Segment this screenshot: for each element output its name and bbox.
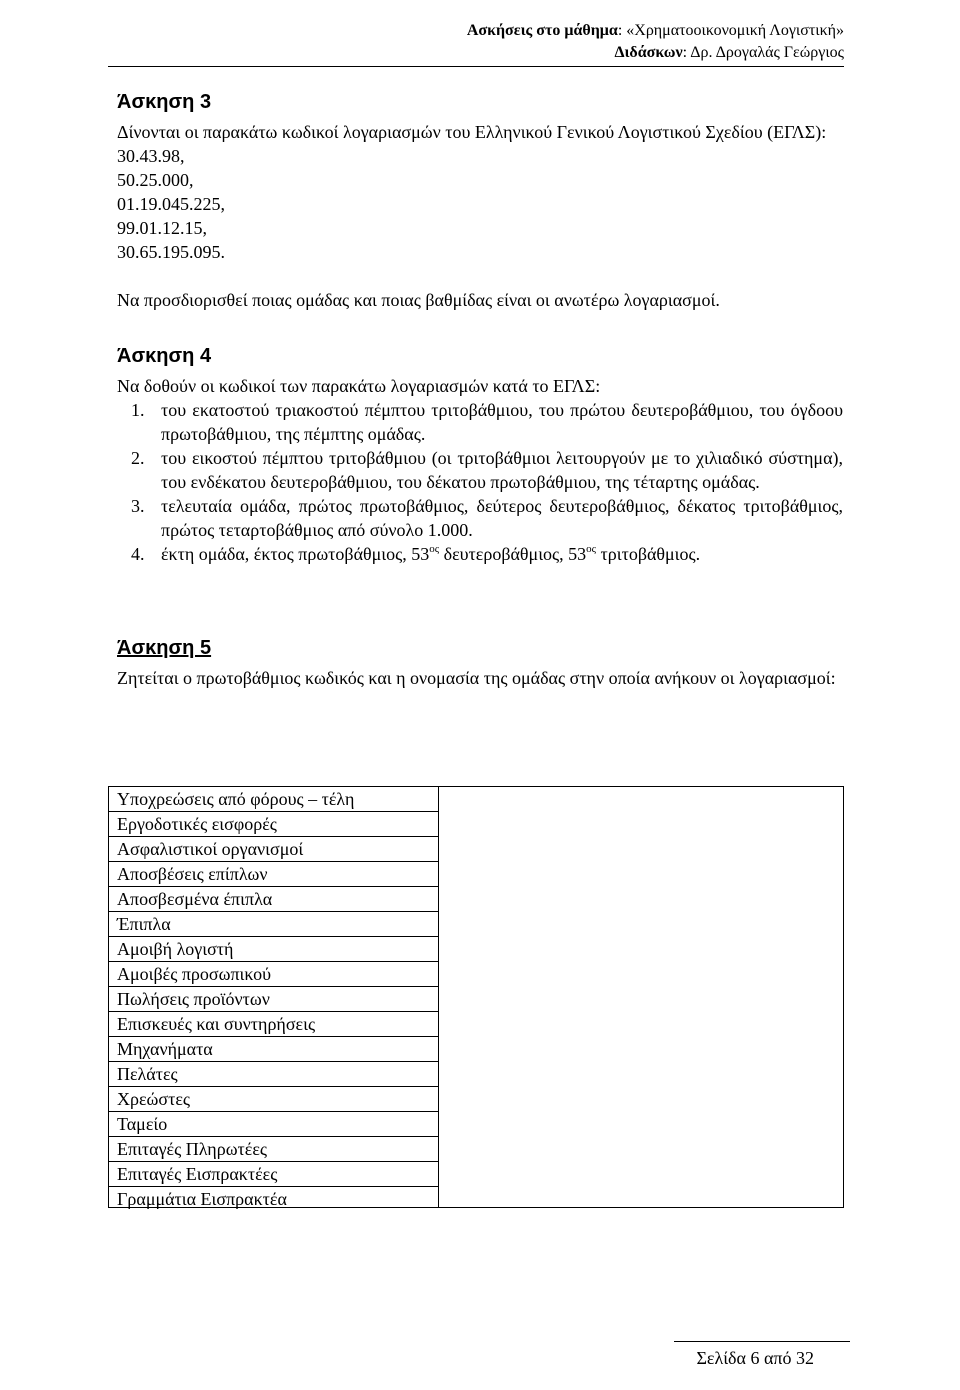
item-number: 3. bbox=[131, 496, 145, 516]
table-row: Επιταγές Πληρωτέες bbox=[109, 1137, 438, 1162]
table-column-divider bbox=[438, 787, 439, 1207]
list-item bbox=[117, 446, 843, 494]
item-text: του εικοστού πέμπτου τριτοβάθμιου (οι τριτοβάθμιοι λειτουργούν με το χιλιαδικό σύστημα), του ενδέκατου δευτεροβάθμιου, του δέκατου πρωτοβάθμιου, της τέταρτης ομάδας. bbox=[161, 448, 843, 492]
account-code: 50.25.000, bbox=[117, 170, 194, 190]
exercise3-codes bbox=[117, 144, 843, 264]
page-number: Σελίδα 6 από 32 bbox=[696, 1348, 814, 1368]
table-row: Πωλήσεις προϊόντων bbox=[109, 987, 438, 1012]
exercise5-title: Άσκηση 5 bbox=[117, 637, 212, 659]
item-text-part: τριτοβάθμιος. bbox=[596, 544, 701, 564]
item-text-part: έκτη ομάδα, έκτος πρωτοβάθμιος, 53 bbox=[161, 544, 430, 564]
table-row: Γραμμάτια Εισπρακτέα bbox=[117, 1189, 287, 1209]
footer-divider bbox=[674, 1341, 850, 1342]
table-row: Αποσβεσμένα έπιπλα bbox=[109, 887, 438, 912]
table-row: Επισκευές και συντηρήσεις bbox=[109, 1012, 438, 1037]
list-item bbox=[117, 398, 843, 446]
table-row: Έπιπλα bbox=[109, 912, 438, 937]
exercise4-list bbox=[117, 398, 843, 566]
page-content bbox=[117, 86, 843, 690]
page-header bbox=[467, 20, 844, 64]
instructor-name: : Δρ. Δρογαλάς Γεώργιος bbox=[682, 44, 844, 61]
course-label: Ασκήσεις στο μάθημα bbox=[466, 22, 618, 39]
table-row: Επιταγές Εισπρακτέες bbox=[109, 1162, 438, 1187]
accounts-column bbox=[109, 787, 438, 1212]
table-row: Ταμείο bbox=[109, 1112, 438, 1137]
table-row: Αμοιβή λογιστή bbox=[109, 937, 438, 962]
exercise3-intro: Δίνονται οι παρακάτω κωδικοί λογαριασμών του Ελληνικού Γενικού Λογιστικού Σχεδίου (ΕΓΛΣ): bbox=[117, 122, 827, 142]
exercise3-question: Να προσδιορισθεί ποιας ομάδας και ποιας βαθμίδας είναι οι ανωτέρω λογαριασμοί. bbox=[117, 290, 720, 310]
header-divider bbox=[108, 66, 844, 67]
account-code: 01.19.045.225, bbox=[117, 194, 225, 214]
item-number: 4. bbox=[131, 544, 145, 564]
instructor-label: Διδάσκων bbox=[614, 44, 683, 61]
exercise4-intro: Να δοθούν οι κωδικοί των παρακάτω λογαριασμών κατά το ΕΓΛΣ: bbox=[117, 376, 601, 396]
accounts-table bbox=[108, 786, 844, 1208]
table-row: Αποσβέσεις επίπλων bbox=[109, 862, 438, 887]
exercise3-title: Άσκηση 3 bbox=[117, 91, 212, 113]
list-item bbox=[117, 494, 843, 542]
table-row: Εργοδοτικές εισφορές bbox=[109, 812, 438, 837]
item-text-part: δευτεροβάθμιος, 53 bbox=[439, 544, 587, 564]
exercise4-title: Άσκηση 4 bbox=[117, 345, 212, 367]
ordinal-superscript: ος bbox=[586, 543, 597, 555]
table-row: Χρεώστες bbox=[109, 1087, 438, 1112]
table-row: Αμοιβές προσωπικού bbox=[109, 962, 438, 987]
account-code: 99.01.12.15, bbox=[117, 218, 207, 238]
table-row: Ασφαλιστικοί οργανισμοί bbox=[109, 837, 438, 862]
course-line bbox=[467, 20, 844, 42]
course-title: : «Χρηματοοικονομική Λογιστική» bbox=[617, 22, 844, 39]
table-row: Μηχανήματα bbox=[109, 1037, 438, 1062]
table-row: Υποχρεώσεις από φόρους – τέλη bbox=[109, 787, 438, 812]
item-number: 2. bbox=[131, 448, 145, 468]
item-number: 1. bbox=[131, 400, 145, 420]
item-text: του εκατοστού τριακοστού πέμπτου τριτοβάθμιου, του πρώτου δευτεροβάθμιου, του όγδοου πρωτοβάθμιου, της πέμπτης ομάδας. bbox=[161, 400, 843, 444]
instructor-line bbox=[467, 42, 844, 64]
item-text: τελευταία ομάδα, πρώτος πρωτοβάθμιος, δεύτερος δευτεροβάθμιος, δέκατος τριτοβάθμιος, πρώτος τεταρτοβάθμιος από σύνολο 1.000. bbox=[161, 496, 843, 540]
account-code: 30.43.98, bbox=[117, 146, 185, 166]
table-row: Πελάτες bbox=[109, 1062, 438, 1087]
account-code: 30.65.195.095. bbox=[117, 242, 225, 262]
exercise5-intro: Ζητείται ο πρωτοβάθμιος κωδικός και η ονομασία της ομάδας στην οποία ανήκουν οι λογαριασμοί: bbox=[117, 668, 836, 688]
list-item bbox=[117, 542, 843, 566]
ordinal-superscript: ος bbox=[429, 543, 440, 555]
